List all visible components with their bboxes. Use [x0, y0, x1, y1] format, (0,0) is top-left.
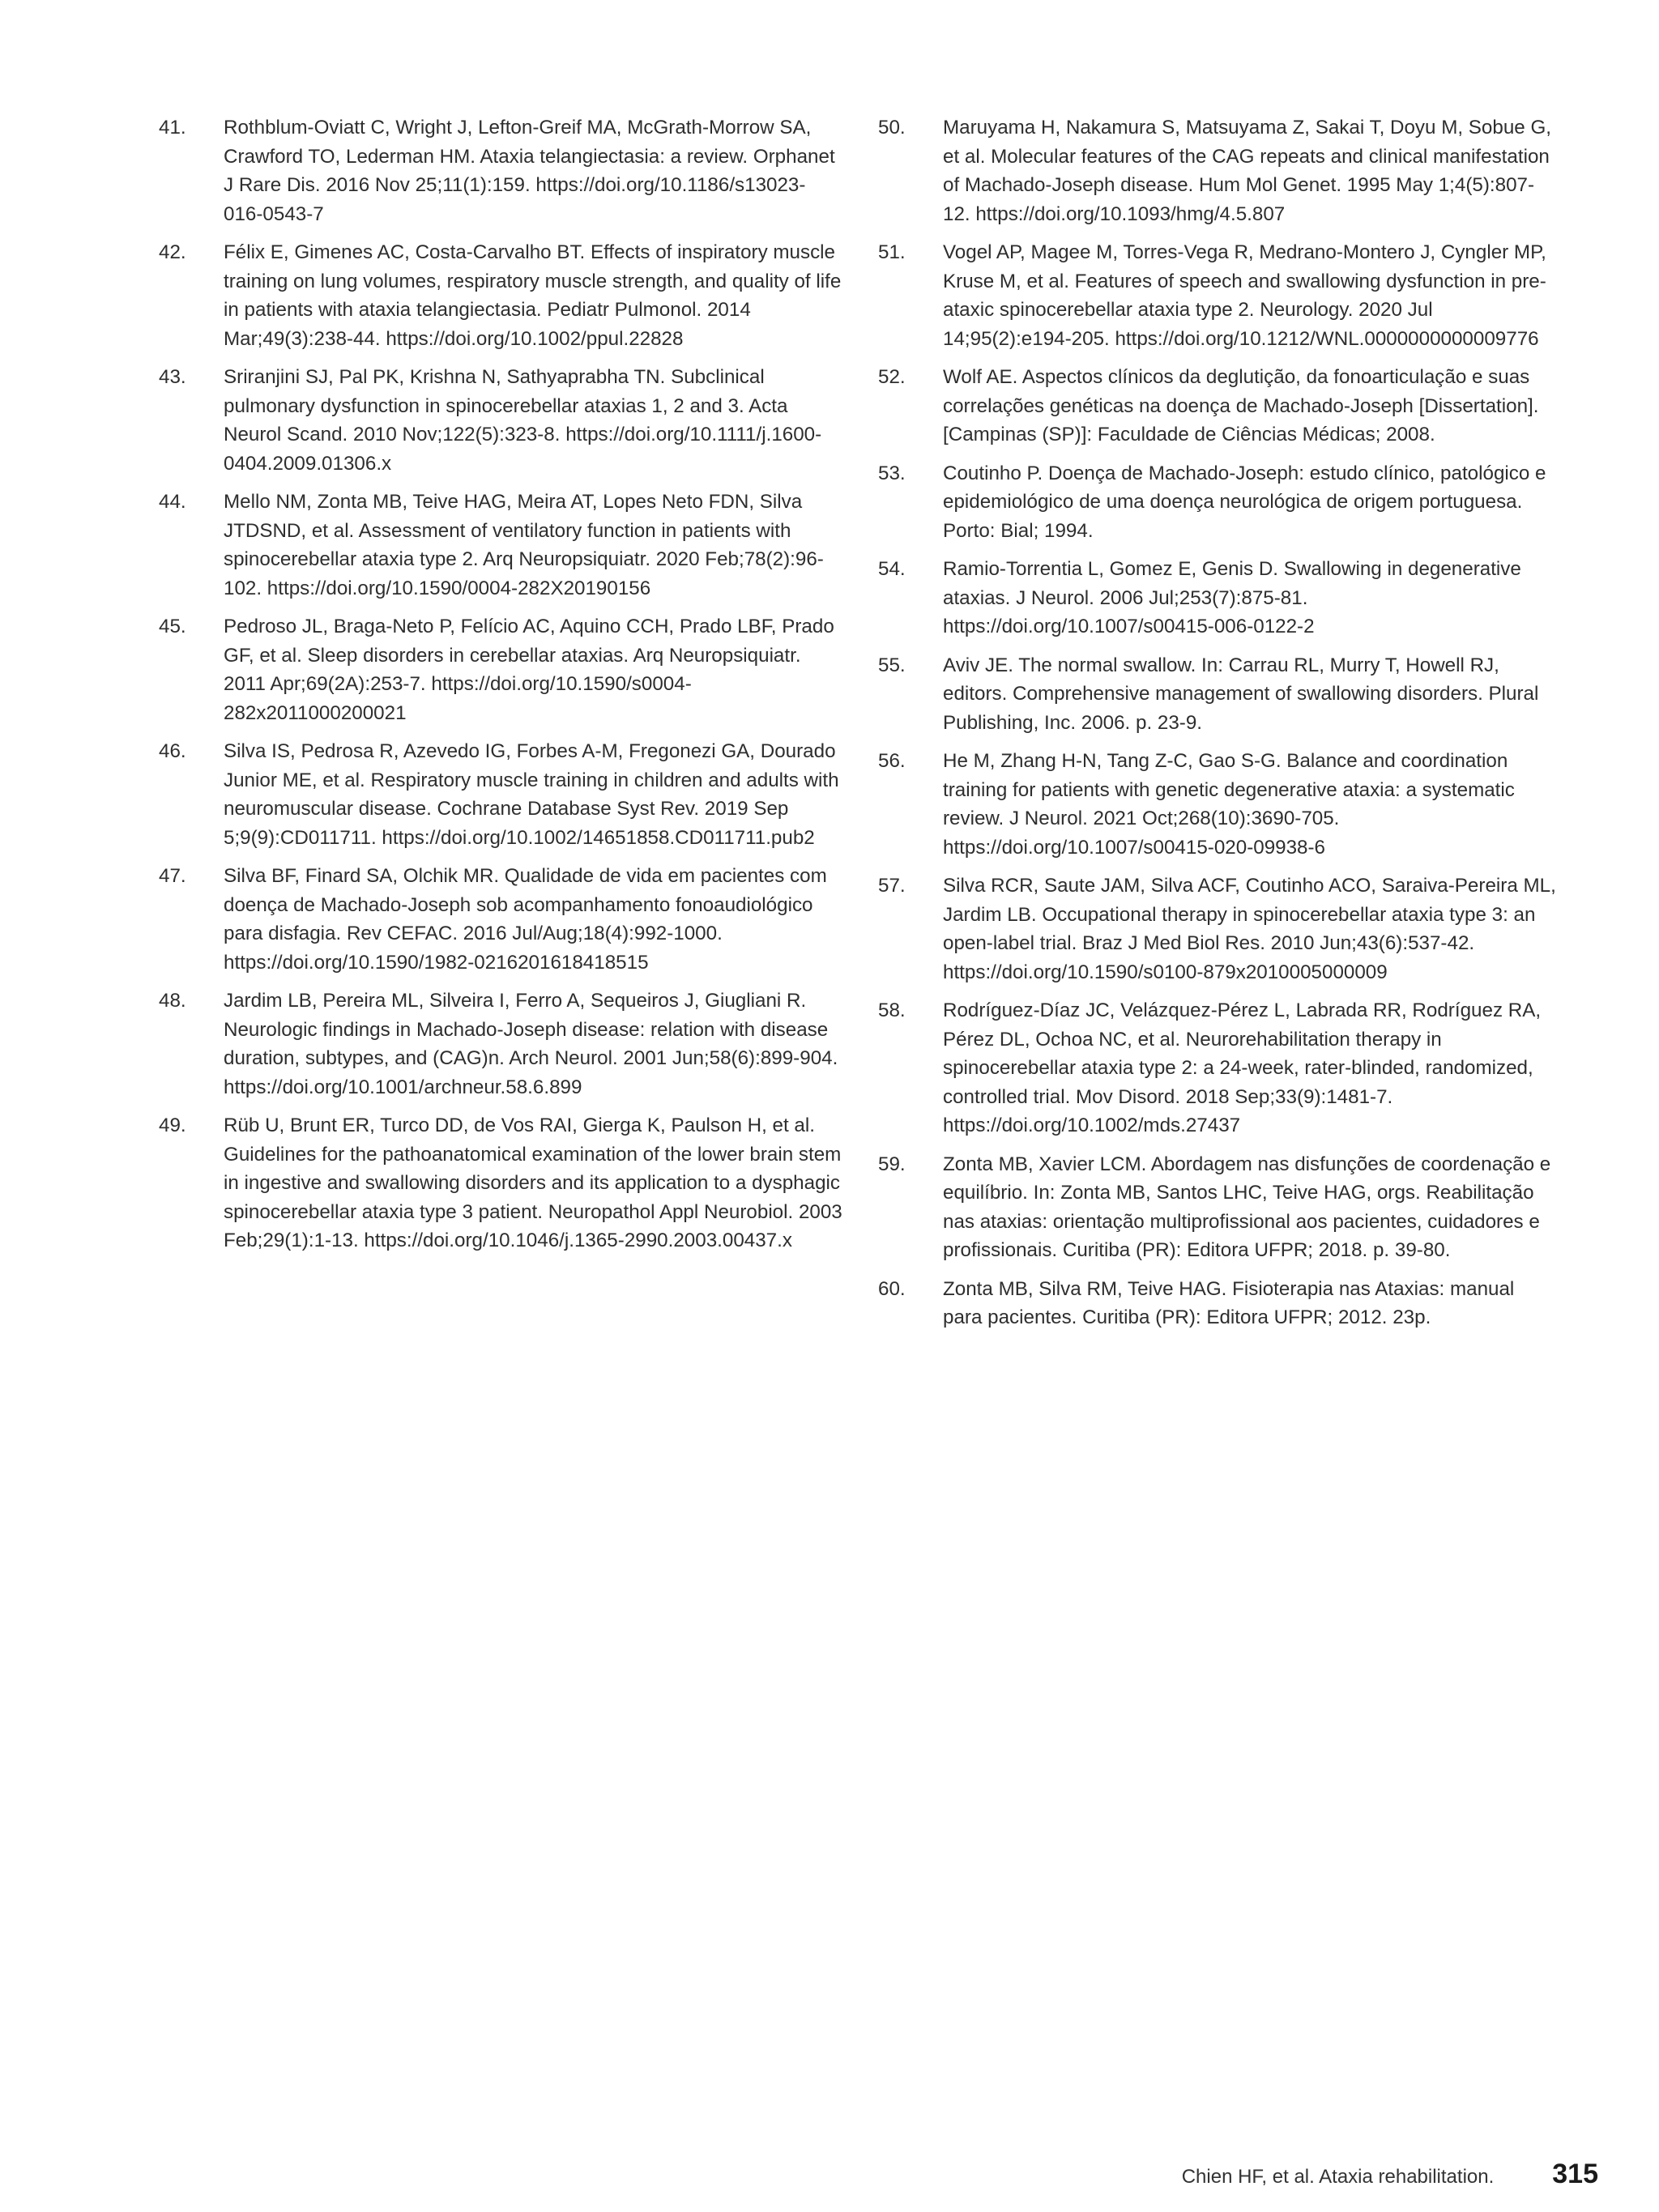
- reference-number: 41.: [159, 117, 186, 139]
- reference-item: [878, 459, 1559, 546]
- reference-number: 49.: [159, 1115, 186, 1136]
- reference-number: 56.: [878, 750, 906, 772]
- reference-number: 42.: [159, 241, 186, 263]
- reference-number: 47.: [159, 865, 186, 887]
- reference-text: Maruyama H, Nakamura S, Matsuyama Z, Sakai T, Doyu M, Sobue G, et al. Molecular features of the CAG repeats and clinical manifestation of Machado-Joseph disease. Hum Mol Genet. 1995 May 1;4(5):807-12. https://doi.org/10.1093/hmg/4.5.807: [943, 117, 1551, 225]
- reference-number: 46.: [159, 740, 186, 762]
- reference-number: 51.: [878, 241, 906, 263]
- reference-text: Silva RCR, Saute JAM, Silva ACF, Coutinho ACO, Saraiva-Pereira ML, Jardim LB. Occupational therapy in spinocerebellar ataxia type 3: an open-label trial. Braz J Med Biol Res. 2010 Jun;43(6):537-42. https://doi.org/10.1590/s0100-879x2010005000009: [943, 875, 1556, 983]
- reference-text: Aviv JE. The normal swallow. In: Carrau RL, Murry T, Howell RJ, editors. Comprehensive management of swallowing disorders. Plural Publishing, Inc. 2006. p. 23-9.: [943, 654, 1539, 734]
- reference-text: Sriranjini SJ, Pal PK, Krishna N, Sathyaprabha TN. Subclinical pulmonary dysfunction in spinocerebellar ataxias 1, 2 and 3. Acta Neurol Scand. 2010 Nov;122(5):323-8. https://doi.org/10.1111/j.1600-0404.2009.01306.x: [224, 366, 822, 475]
- reference-number: 50.: [878, 117, 906, 139]
- reference-number: 45.: [159, 616, 186, 637]
- reference-item: [159, 1111, 843, 1255]
- reference-item: [159, 238, 843, 353]
- reference-item: [159, 987, 843, 1102]
- reference-number: 43.: [159, 366, 186, 388]
- reference-text: Silva BF, Finard SA, Olchik MR. Qualidade de vida em pacientes com doença de Machado-Joseph sob acompanhamento fonoaudiológico para disfagia. Rev CEFAC. 2016 Jul/Aug;18(4):992-1000. https://doi.org/10.1590/1982-0216201618418515: [224, 865, 827, 974]
- reference-text: Ramio-Torrentia L, Gomez E, Genis D. Swallowing in degenerative ataxias. J Neurol. 2006 Jul;253(7):875-81. https://doi.org/10.1007/s00415-006-0122-2: [943, 558, 1521, 637]
- reference-item: [159, 113, 843, 228]
- reference-item: [878, 1275, 1559, 1332]
- reference-number: 52.: [878, 366, 906, 388]
- reference-text: Félix E, Gimenes AC, Costa-Carvalho BT. Effects of inspiratory muscle training on lung volumes, respiratory muscle strength, and quality of life in patients with ataxia telangiectasia. Pediatr Pulmonol. 2014 Mar;49(3):238-44. https://doi.org/10.1002/ppul.22828: [224, 241, 842, 350]
- reference-item: [159, 737, 843, 852]
- reference-number: 53.: [878, 462, 906, 484]
- reference-item: [159, 363, 843, 478]
- reference-text: Zonta MB, Xavier LCM. Abordagem nas disfunções de coordenação e equilíbrio. In: Zonta MB, Santos LHC, Teive HAG, orgs. Reabilitação nas ataxias: orientação multiprofissional aos pacientes, cuidadores e profissionais. Curitiba (PR): Editora UFPR; 2018. p. 39-80.: [943, 1153, 1551, 1261]
- reference-number: 55.: [878, 654, 906, 676]
- reference-list-right: [878, 113, 1559, 1342]
- running-head: Chien HF, et al. Ataxia rehabilitation.: [1181, 2166, 1495, 2188]
- reference-text: Rothblum-Oviatt C, Wright J, Lefton-Greif MA, McGrath-Morrow SA, Crawford TO, Lederman HM. Ataxia telangiectasia: a review. Orphanet J Rare Dis. 2016 Nov 25;11(1):159. https://doi.org/10.1186/s13023-016-0543-7: [224, 117, 835, 225]
- reference-item: [159, 862, 843, 977]
- reference-item: [878, 555, 1559, 641]
- reference-text: Mello NM, Zonta MB, Teive HAG, Meira AT, Lopes Neto FDN, Silva JTDSND, et al. Assessment of ventilatory function in patients with spinocerebellar ataxia type 2. Arq Neuropsiquiatr. 2020 Feb;78(2):96-102. https://doi.org/10.1590/0004-282X20190156: [224, 491, 824, 599]
- reference-list-left: [159, 113, 843, 1265]
- reference-item: [878, 113, 1559, 228]
- reference-text: Wolf AE. Aspectos clínicos da deglutição, da fonoarticulação e suas correlações genéticas na doença de Machado-Joseph [Dissertation]. [Campinas (SP)]: Faculdade de Ciências Médicas; 2008.: [943, 366, 1539, 445]
- reference-item: [878, 996, 1559, 1140]
- reference-item: [159, 612, 843, 727]
- reference-text: Pedroso JL, Braga-Neto P, Felício AC, Aquino CCH, Prado LBF, Prado GF, et al. Sleep disorders in cerebellar ataxias. Arq Neuropsiquiatr. 2011 Apr;69(2A):253-7. https://doi.org/10.1590/s0004-282x2011000200021: [224, 616, 834, 724]
- reference-number: 58.: [878, 999, 906, 1021]
- page-number: 315: [1552, 2159, 1598, 2189]
- reference-number: 44.: [159, 491, 186, 513]
- reference-text: He M, Zhang H-N, Tang Z-C, Gao S-G. Balance and coordination training for patients with genetic degenerative ataxia: a systematic review. J Neurol. 2021 Oct;268(10):3690-705. https://doi.org/10.1007/s00415-020-09938-6: [943, 750, 1515, 859]
- reference-number: 48.: [159, 990, 186, 1012]
- reference-number: 59.: [878, 1153, 906, 1175]
- reference-text: Vogel AP, Magee M, Torres-Vega R, Medrano-Montero J, Cyngler MP, Kruse M, et al. Features of speech and swallowing dysfunction in pre-ataxic spinocerebellar ataxia type 2. Neurology. 2020 Jul 14;95(2):e194-205. https://doi.org/10.1212/WNL.0000000000009776: [943, 241, 1546, 350]
- reference-item: [878, 1150, 1559, 1265]
- reference-text: Jardim LB, Pereira ML, Silveira I, Ferro A, Sequeiros J, Giugliani R. Neurologic findings in Machado-Joseph disease: relation with disease duration, subtypes, and (CAG)n. Arch Neurol. 2001 Jun;58(6):899-904. https://doi.org/10.1001/archneur.58.6.899: [224, 990, 838, 1098]
- page-footer: [891, 2159, 1598, 2190]
- reference-item: [878, 747, 1559, 862]
- reference-item: [878, 238, 1559, 353]
- reference-item: [878, 363, 1559, 450]
- reference-number: 57.: [878, 875, 906, 897]
- reference-item: [878, 651, 1559, 738]
- reference-text: Rodríguez-Díaz JC, Velázquez-Pérez L, Labrada RR, Rodríguez RA, Pérez DL, Ochoa NC, et al. Neurorehabilitation therapy in spinocerebellar ataxia type 2: a 24-week, rater-blinded, randomized, controlled trial. Mov Disord. 2018 Sep;33(9):1481-7. https://doi.org/10.1002/mds.27437: [943, 999, 1542, 1136]
- reference-number: 60.: [878, 1277, 906, 1300]
- reference-item: [159, 488, 843, 603]
- reference-text: Rüb U, Brunt ER, Turco DD, de Vos RAI, Gierga K, Paulson H, et al. Guidelines for the pathoanatomical examination of the lower brain stem in ingestive and swallowing disorders and its application to a dysphagic spinocerebellar ataxia type 3 patient. Neuropathol Appl Neurobiol. 2003 Feb;29(1):1-13. https://doi.org/10.1046/j.1365-2990.2003.00437.x: [224, 1115, 842, 1251]
- reference-number: 54.: [878, 558, 906, 580]
- reference-text: Zonta MB, Silva RM, Teive HAG. Fisioterapia nas Ataxias: manual para pacientes. Curitiba (PR): Editora UFPR; 2012. 23p.: [943, 1277, 1515, 1328]
- reference-text: Coutinho P. Doença de Machado-Joseph: estudo clínico, patológico e epidemiológico de uma doença neurológica de origem portuguesa. Porto: Bial; 1994.: [943, 462, 1546, 542]
- reference-text: Silva IS, Pedrosa R, Azevedo IG, Forbes A-M, Fregonezi GA, Dourado Junior ME, et al. Respiratory muscle training in children and adults with neuromuscular disease. Cochrane Database Syst Rev. 2019 Sep 5;9(9):CD011711. https://doi.org/10.1002/14651858.CD011711.pub2: [224, 740, 839, 849]
- reference-item: [878, 872, 1559, 987]
